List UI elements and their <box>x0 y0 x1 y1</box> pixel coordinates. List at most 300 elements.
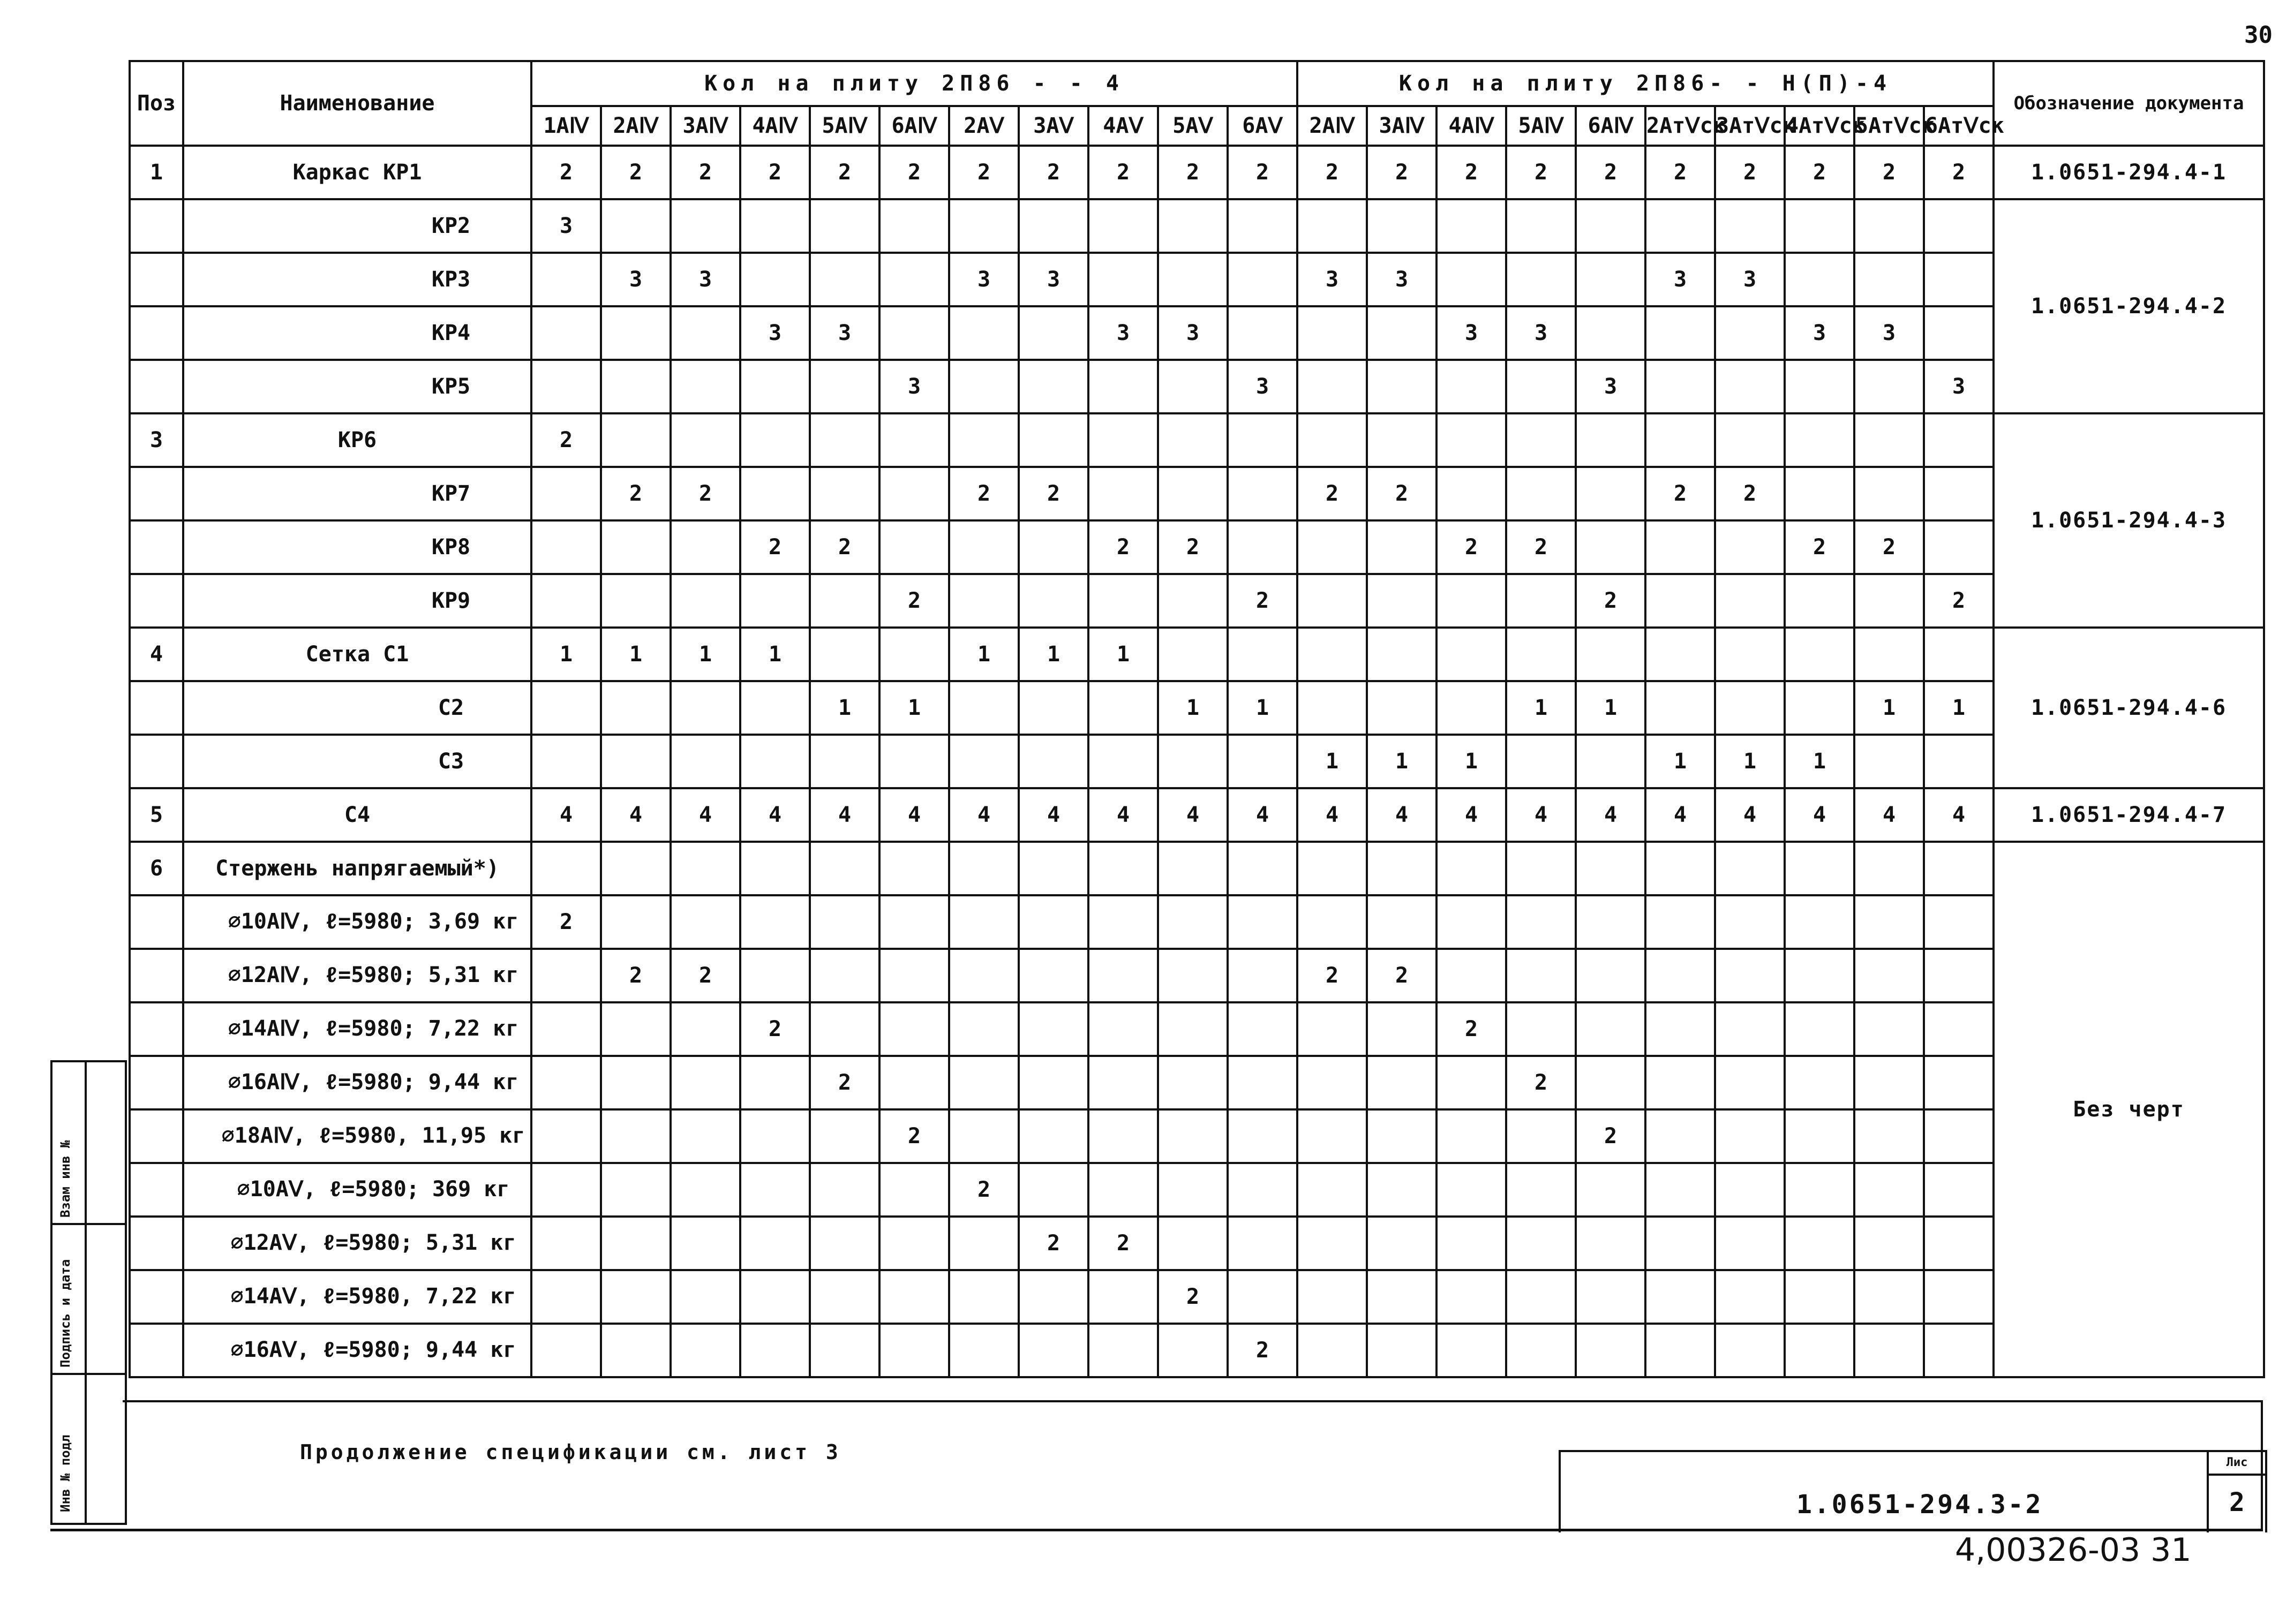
row-name: ⌀10АⅤ, ℓ=5980; 369 кг <box>183 1163 531 1217</box>
row-value <box>1228 199 1297 253</box>
row-value <box>949 735 1019 788</box>
row-value <box>1297 199 1367 253</box>
row-value <box>810 199 879 253</box>
row-value: 4 <box>1924 788 1994 842</box>
row-value <box>1576 1217 1645 1270</box>
row-value <box>879 1270 949 1324</box>
row-value: 2 <box>740 146 810 199</box>
row-value <box>740 413 810 467</box>
row-value: 1 <box>1367 735 1436 788</box>
row-value <box>1158 253 1228 306</box>
row-value <box>1715 1324 1785 1377</box>
row-value <box>949 360 1019 413</box>
row-value <box>1367 1217 1436 1270</box>
row-value <box>740 360 810 413</box>
row-value <box>1367 574 1436 628</box>
row-value <box>1576 1163 1645 1217</box>
row-value: 2 <box>879 146 949 199</box>
row-value <box>1228 1109 1297 1163</box>
row-value <box>1715 681 1785 735</box>
row-pos <box>130 1109 183 1163</box>
row-value: 2 <box>1506 1056 1576 1109</box>
row-value <box>879 467 949 520</box>
row-value <box>1367 520 1436 574</box>
row-value <box>601 1217 671 1270</box>
row-value <box>531 306 601 360</box>
row-value <box>1158 895 1228 949</box>
row-value <box>1088 574 1158 628</box>
row-value: 2 <box>1158 1270 1228 1324</box>
row-value <box>1158 1056 1228 1109</box>
row-value <box>1436 895 1506 949</box>
frame-line-top <box>123 1400 2263 1402</box>
row-value <box>879 1056 949 1109</box>
subheader-g2-8: 5АтⅤск <box>1854 106 1924 146</box>
row-value: 2 <box>671 949 740 1002</box>
row-value: 2 <box>1158 520 1228 574</box>
row-value <box>879 895 949 949</box>
row-pos: 6 <box>130 842 183 895</box>
row-value <box>1576 306 1645 360</box>
row-pos <box>130 574 183 628</box>
sheet-label: Лис <box>2209 1452 2265 1476</box>
subheader-g1-0: 1АⅣ <box>531 106 601 146</box>
row-value: 4 <box>601 788 671 842</box>
row-value <box>1436 574 1506 628</box>
row-value: 2 <box>1924 146 1994 199</box>
row-value <box>1576 895 1645 949</box>
row-name: ⌀16АⅣ, ℓ=5980; 9,44 кг <box>183 1056 531 1109</box>
row-value <box>740 949 810 1002</box>
row-value <box>1228 628 1297 681</box>
row-value <box>601 413 671 467</box>
row-value <box>1019 735 1088 788</box>
table-row <box>130 842 2264 895</box>
table-row <box>130 360 2264 413</box>
row-value <box>1924 1163 1994 1217</box>
subheader-g1-6: 2АⅤ <box>949 106 1019 146</box>
row-value <box>1785 1217 1854 1270</box>
row-value: 4 <box>1436 788 1506 842</box>
row-value: 4 <box>1506 788 1576 842</box>
row-value: 2 <box>1576 146 1645 199</box>
row-value <box>1785 199 1854 253</box>
row-value <box>1367 199 1436 253</box>
row-value <box>1436 949 1506 1002</box>
row-value <box>1576 1270 1645 1324</box>
table-row <box>130 681 2264 735</box>
row-value <box>1854 360 1924 413</box>
row-value <box>1228 467 1297 520</box>
row-value: 2 <box>949 467 1019 520</box>
table-row <box>130 895 2264 949</box>
row-value <box>949 681 1019 735</box>
row-value <box>1715 574 1785 628</box>
row-value <box>1854 895 1924 949</box>
row-value: 3 <box>531 199 601 253</box>
row-value <box>1367 895 1436 949</box>
row-value <box>1854 628 1924 681</box>
row-value <box>671 842 740 895</box>
row-value <box>1297 520 1367 574</box>
row-value: 2 <box>1297 467 1367 520</box>
row-value <box>1158 735 1228 788</box>
header-group1: Кол на плиту 2П86 - - 4 <box>531 61 1297 106</box>
row-value: 2 <box>1297 146 1367 199</box>
row-value <box>531 1002 601 1056</box>
table-row <box>130 1109 2264 1163</box>
row-value <box>1367 1056 1436 1109</box>
row-value <box>1785 1324 1854 1377</box>
row-value <box>1715 199 1785 253</box>
row-value: 2 <box>531 895 601 949</box>
row-value: 2 <box>1436 1002 1506 1056</box>
row-value: 2 <box>1019 1217 1088 1270</box>
table-row <box>130 1056 2264 1109</box>
row-value <box>1506 1109 1576 1163</box>
row-value <box>1854 842 1924 895</box>
row-value <box>601 520 671 574</box>
row-value <box>601 360 671 413</box>
row-value <box>810 413 879 467</box>
row-value <box>671 360 740 413</box>
row-value <box>1297 628 1367 681</box>
row-value <box>810 842 879 895</box>
row-value: 3 <box>1019 253 1088 306</box>
row-value <box>1924 735 1994 788</box>
header-pos: Поз <box>130 61 183 146</box>
row-value: 1 <box>601 628 671 681</box>
row-value: 3 <box>1645 253 1715 306</box>
row-pos: 5 <box>130 788 183 842</box>
row-value <box>949 1109 1019 1163</box>
row-value <box>1715 1163 1785 1217</box>
row-value: 2 <box>1576 1109 1645 1163</box>
row-doc: 1.0651-294.4-6 <box>1994 628 2264 788</box>
subheader-g2-3: 5АⅣ <box>1506 106 1576 146</box>
table-row <box>130 735 2264 788</box>
row-doc: Без черт <box>1994 842 2264 1377</box>
row-value: 4 <box>1158 788 1228 842</box>
document-code: 1.0651-294.3-2 <box>1796 1490 2043 1520</box>
row-value <box>1088 199 1158 253</box>
row-value <box>1924 1002 1994 1056</box>
row-value <box>1645 895 1715 949</box>
row-value: 1 <box>879 681 949 735</box>
row-value: 2 <box>1785 146 1854 199</box>
row-value <box>1715 520 1785 574</box>
row-value <box>1506 842 1576 895</box>
row-value <box>740 253 810 306</box>
subheader-g2-7: 4АтⅤск <box>1785 106 1854 146</box>
row-value <box>1645 520 1715 574</box>
row-value <box>810 467 879 520</box>
row-value: 2 <box>879 574 949 628</box>
row-value <box>1297 574 1367 628</box>
row-value <box>601 681 671 735</box>
row-value <box>1158 1109 1228 1163</box>
row-value <box>1715 306 1785 360</box>
row-value <box>1158 574 1228 628</box>
row-doc: 1.0651-294.4-2 <box>1994 199 2264 413</box>
row-pos <box>130 253 183 306</box>
row-value: 2 <box>949 146 1019 199</box>
row-value <box>1506 253 1576 306</box>
table-row <box>130 949 2264 1002</box>
row-value <box>1854 1270 1924 1324</box>
row-value <box>1576 1324 1645 1377</box>
row-value: 3 <box>1506 306 1576 360</box>
row-value <box>1367 628 1436 681</box>
row-value: 1 <box>1088 628 1158 681</box>
row-value <box>1297 1056 1367 1109</box>
row-value: 2 <box>1019 467 1088 520</box>
side-label-replace: Взам инв № <box>58 1140 73 1218</box>
row-value <box>1088 735 1158 788</box>
row-value <box>671 1217 740 1270</box>
row-value: 1 <box>740 628 810 681</box>
row-value <box>740 1217 810 1270</box>
row-value: 2 <box>1367 146 1436 199</box>
row-value <box>1715 413 1785 467</box>
row-value <box>531 1163 601 1217</box>
row-value <box>740 842 810 895</box>
row-value <box>1785 1109 1854 1163</box>
row-value <box>879 413 949 467</box>
row-value: 3 <box>810 306 879 360</box>
row-pos <box>130 306 183 360</box>
row-value <box>1785 949 1854 1002</box>
row-value <box>1436 360 1506 413</box>
row-value: 3 <box>1297 253 1367 306</box>
sheet-value: 2 <box>2229 1487 2245 1517</box>
row-value <box>1854 949 1924 1002</box>
row-value: 3 <box>1924 360 1994 413</box>
row-value <box>1854 1324 1924 1377</box>
row-pos: 1 <box>130 146 183 199</box>
row-value <box>1506 199 1576 253</box>
row-value: 2 <box>1088 146 1158 199</box>
row-value <box>1088 1056 1158 1109</box>
table-row <box>130 199 2264 253</box>
row-value <box>1924 842 1994 895</box>
row-value <box>879 520 949 574</box>
row-doc: 1.0651-294.4-1 <box>1994 146 2264 199</box>
row-value <box>879 735 949 788</box>
row-value <box>1645 628 1715 681</box>
row-value <box>531 842 601 895</box>
row-value <box>1715 1002 1785 1056</box>
table-row <box>130 1270 2264 1324</box>
row-value: 2 <box>740 1002 810 1056</box>
row-pos <box>130 1324 183 1377</box>
row-value <box>1854 1056 1924 1109</box>
row-value: 3 <box>671 253 740 306</box>
row-value: 4 <box>1715 788 1785 842</box>
row-value: 1 <box>949 628 1019 681</box>
row-value <box>601 1324 671 1377</box>
row-name: Стержень напрягаемый*) <box>183 842 531 895</box>
row-value: 2 <box>1576 574 1645 628</box>
row-value <box>1019 1002 1088 1056</box>
row-value <box>1576 949 1645 1002</box>
row-value <box>740 1270 810 1324</box>
row-value <box>810 1109 879 1163</box>
row-value: 2 <box>810 520 879 574</box>
row-value <box>1019 895 1088 949</box>
row-value <box>1088 467 1158 520</box>
row-value <box>531 1324 601 1377</box>
row-pos <box>130 949 183 1002</box>
row-value <box>810 574 879 628</box>
row-value <box>1715 1217 1785 1270</box>
row-value <box>1645 413 1715 467</box>
row-value: 2 <box>1924 574 1994 628</box>
row-value <box>1158 1324 1228 1377</box>
row-value: 2 <box>601 146 671 199</box>
row-value <box>740 1324 810 1377</box>
subheader-g2-1: 3АⅣ <box>1367 106 1436 146</box>
row-value <box>949 1056 1019 1109</box>
row-value <box>1367 413 1436 467</box>
row-value <box>601 1056 671 1109</box>
row-value <box>1924 628 1994 681</box>
row-value <box>1019 413 1088 467</box>
row-value <box>1436 1217 1506 1270</box>
row-value <box>1297 413 1367 467</box>
specification-table <box>129 60 2265 1378</box>
row-value <box>531 467 601 520</box>
row-value <box>531 1217 601 1270</box>
row-name: ⌀10АⅣ, ℓ=5980; 3,69 кг <box>183 895 531 949</box>
row-value <box>1228 520 1297 574</box>
subheader-g1-2: 3АⅣ <box>671 106 740 146</box>
row-value <box>1924 1217 1994 1270</box>
row-value <box>1715 1056 1785 1109</box>
row-value <box>1715 842 1785 895</box>
row-value <box>601 1002 671 1056</box>
row-value <box>671 1056 740 1109</box>
row-value <box>1158 360 1228 413</box>
row-value: 2 <box>1367 467 1436 520</box>
row-value: 3 <box>1854 306 1924 360</box>
row-value <box>1019 520 1088 574</box>
row-name: ⌀18АⅣ, ℓ=5980, 11,95 кг <box>183 1109 531 1163</box>
row-value <box>1088 1109 1158 1163</box>
row-value <box>1785 467 1854 520</box>
row-value <box>1645 199 1715 253</box>
subheader-g2-2: 4АⅣ <box>1436 106 1506 146</box>
row-value <box>949 413 1019 467</box>
row-value <box>1019 842 1088 895</box>
row-value: 1 <box>1645 735 1715 788</box>
row-value <box>1158 628 1228 681</box>
row-name: ⌀12АⅤ, ℓ=5980; 5,31 кг <box>183 1217 531 1270</box>
row-doc: 1.0651-294.4-7 <box>1994 788 2264 842</box>
row-value: 2 <box>1228 146 1297 199</box>
row-name: С2 <box>183 681 531 735</box>
row-value <box>1924 1270 1994 1324</box>
row-value: 3 <box>601 253 671 306</box>
row-value <box>671 1002 740 1056</box>
row-value <box>1297 1002 1367 1056</box>
row-value <box>1158 199 1228 253</box>
row-value <box>671 1109 740 1163</box>
row-value: 4 <box>1854 788 1924 842</box>
row-value <box>740 681 810 735</box>
row-name: ⌀14АⅣ, ℓ=5980; 7,22 кг <box>183 1002 531 1056</box>
row-value <box>740 574 810 628</box>
row-value <box>1924 253 1994 306</box>
row-value <box>810 360 879 413</box>
row-value: 4 <box>740 788 810 842</box>
row-value: 1 <box>1854 681 1924 735</box>
row-value: 2 <box>1158 146 1228 199</box>
row-value: 4 <box>1019 788 1088 842</box>
table-row <box>130 1002 2264 1056</box>
row-value <box>1367 360 1436 413</box>
row-value <box>671 681 740 735</box>
row-value <box>1019 949 1088 1002</box>
header-group2: Кол на плиту 2П86- - Н(П)-4 <box>1297 61 1994 106</box>
row-value <box>1019 574 1088 628</box>
row-value: 4 <box>949 788 1019 842</box>
row-value <box>1785 681 1854 735</box>
row-value <box>1367 1109 1436 1163</box>
row-pos <box>130 467 183 520</box>
row-value <box>1924 1109 1994 1163</box>
row-value <box>810 1270 879 1324</box>
row-pos: 4 <box>130 628 183 681</box>
row-value <box>1506 1002 1576 1056</box>
row-value <box>1715 628 1785 681</box>
title-block <box>1559 1450 2267 1532</box>
row-value <box>1158 413 1228 467</box>
row-value: 4 <box>671 788 740 842</box>
row-value <box>1576 467 1645 520</box>
row-value <box>1019 1056 1088 1109</box>
row-value <box>1367 306 1436 360</box>
row-value <box>1645 1324 1715 1377</box>
row-value <box>1297 360 1367 413</box>
row-pos <box>130 681 183 735</box>
subheader-g1-5: 6АⅣ <box>879 106 949 146</box>
row-value: 1 <box>810 681 879 735</box>
row-value: 1 <box>1785 735 1854 788</box>
row-value <box>879 842 949 895</box>
row-value: 3 <box>1228 360 1297 413</box>
row-value <box>1576 735 1645 788</box>
row-value <box>1715 1109 1785 1163</box>
row-value: 2 <box>1436 146 1506 199</box>
row-value: 4 <box>1228 788 1297 842</box>
row-value <box>1367 842 1436 895</box>
row-value: 4 <box>1785 788 1854 842</box>
row-value <box>740 199 810 253</box>
row-value <box>1436 253 1506 306</box>
row-value <box>1854 413 1924 467</box>
subheader-g1-9: 5АⅤ <box>1158 106 1228 146</box>
row-value <box>1645 1002 1715 1056</box>
row-value: 2 <box>1645 467 1715 520</box>
row-value <box>1436 1056 1506 1109</box>
row-value <box>1924 949 1994 1002</box>
row-value: 2 <box>601 949 671 1002</box>
sheet-box <box>2207 1452 2265 1532</box>
row-value <box>1715 949 1785 1002</box>
row-value <box>949 1324 1019 1377</box>
row-value <box>879 628 949 681</box>
